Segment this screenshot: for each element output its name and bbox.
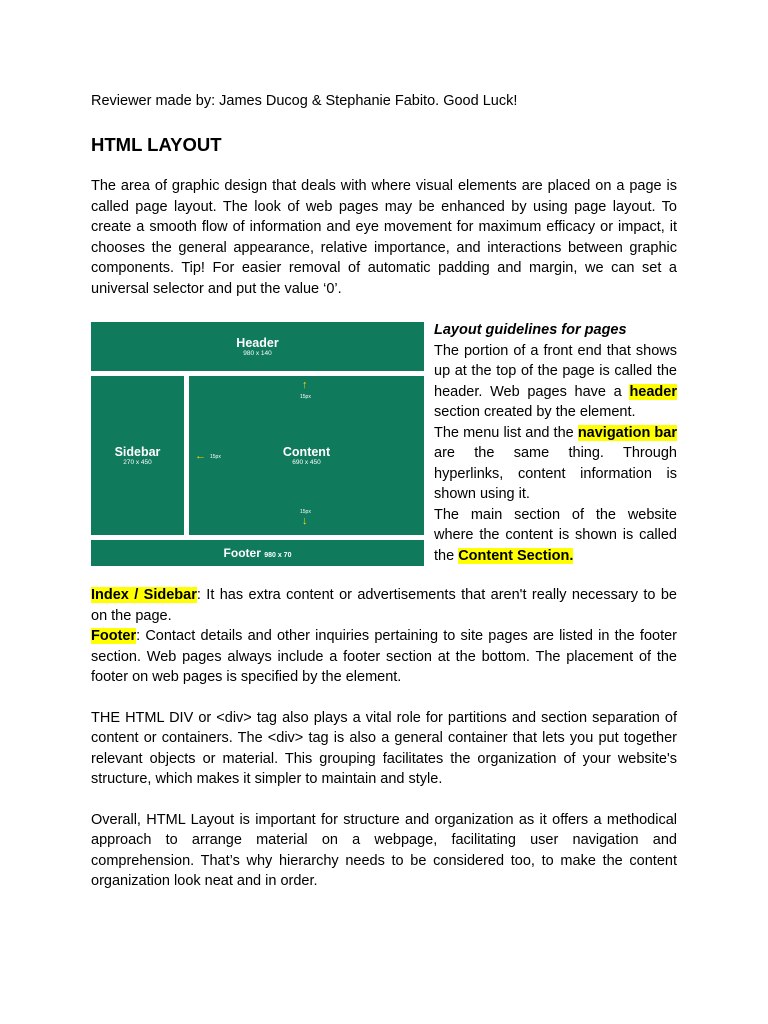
guideline-nav-text: The menu list and the xyxy=(434,424,578,441)
intro-paragraph: The area of graphic design that deals with where visual elements are placed on a page is called page layout. The look of web pages may be enhanced by using page layout. To create a smooth flow of information and eye movement for maximum efficacy or impact, it chooses the general appearance, relative importance, and interactions between graphic components. Tip! For easier removal of automatic padding and margin, we can set a universal selector and put the value ‘0’. xyxy=(91,178,677,297)
highlight-footer: Footer xyxy=(91,628,137,644)
footer-paragraph-text: : Contact details and other inquiries pertaining to site pages are listed in the footer section. Web pages always include a footer section at the bottom. The placement of the footer on web pages is specified by the element. xyxy=(91,628,677,685)
guideline-content-paragraph xyxy=(434,505,677,567)
guideline-content-text: The main section of the website where the content is shown is called the xyxy=(434,506,677,564)
guideline-header-text-end: section created by the element. xyxy=(434,404,636,420)
diagram-footer-label: Footer xyxy=(223,546,261,560)
guidelines-heading: Layout guidelines for pages xyxy=(434,322,627,338)
spacing-left-label: 15px xyxy=(210,454,221,460)
guideline-nav-paragraph xyxy=(434,423,677,505)
spacing-top-label: 15px xyxy=(300,394,311,400)
diagram-sidebar-block xyxy=(91,376,184,535)
layout-diagram xyxy=(91,322,424,566)
guideline-header-text: The portion of a front end that shows up at the top of the page is called the header. Web pages have a xyxy=(434,342,677,400)
highlight-navigation-bar: navigation bar xyxy=(577,424,677,441)
diagram-content-label: Content xyxy=(282,445,331,459)
highlight-content-section: Content Section. xyxy=(458,547,574,564)
footer-paragraph xyxy=(91,626,677,688)
arrow-up-icon: ↑ xyxy=(302,379,308,391)
layout-guidelines xyxy=(434,320,677,566)
spacing-bottom-label: 15px xyxy=(300,509,311,515)
diagram-content-dims: 690 x 450 xyxy=(292,459,321,466)
diagram-header-dims: 980 x 140 xyxy=(243,350,272,357)
document-page xyxy=(91,91,677,892)
diagram-header-block xyxy=(91,322,424,371)
credit-line: Reviewer made by: James Ducog & Stephanie Fabito. Good Luck! xyxy=(91,93,518,109)
overall-paragraph: Overall, HTML Layout is important for structure and organization as it offers a methodical approach to arrange material on a webpage, facilitating user navigation and comprehension. That’s why hierarchy needs to be considered too, to make the content organization look neat and in order. xyxy=(91,811,677,889)
guideline-nav-text-end: are the same thing. Through hyperlinks, content information is shown using it. xyxy=(434,445,677,502)
arrow-left-icon: ← xyxy=(195,450,206,462)
diagram-content-block xyxy=(189,376,424,535)
layout-section xyxy=(91,320,677,585)
diagram-sidebar-dims: 270 x 450 xyxy=(123,459,152,466)
diagram-footer-block xyxy=(91,540,424,566)
page-title: HTML LAYOUT xyxy=(91,134,222,155)
div-paragraph: THE HTML DIV or <div> tag also plays a vital role for partitions and section separation of content or containers. The <div> tag is also a general container that lets you put together relevant objects or material. This grouping facilitates the organization of your website's structure, which makes it simpler to maintain and style. xyxy=(91,709,677,787)
highlight-index-sidebar: Index / Sidebar xyxy=(91,587,197,603)
arrow-down-icon: ↓ xyxy=(302,515,308,527)
guideline-header-paragraph xyxy=(434,341,677,423)
sidebar-paragraph-text: : It has extra content or advertisements that aren't really necessary to be on the page. xyxy=(91,587,677,624)
diagram-sidebar-label: Sidebar xyxy=(114,445,161,459)
sidebar-paragraph xyxy=(91,585,677,626)
diagram-header-label: Header xyxy=(236,336,279,350)
highlight-header: header xyxy=(629,383,677,400)
diagram-footer-dims: 980 x 70 xyxy=(264,552,292,559)
